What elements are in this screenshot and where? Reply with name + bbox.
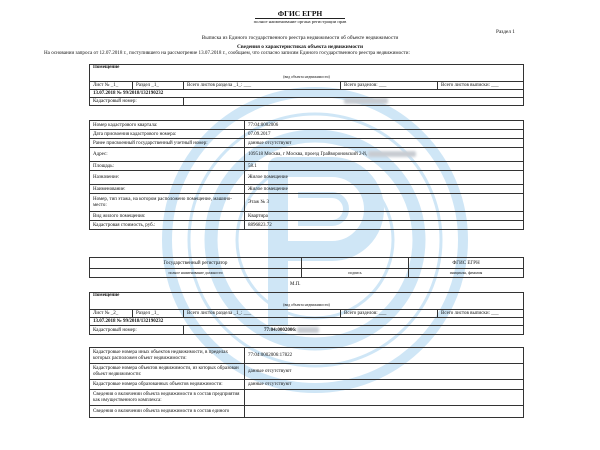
block1-data-table	[89, 120, 524, 230]
object-type-caption: (вид объекта недвижимости)	[283, 75, 330, 79]
source-objects-value: данные отсутствуют	[245, 364, 524, 380]
enterprise-inclusion-label: Сведения о включении объекта недвижимости в состав предприятия как имущественного комплекса:	[90, 390, 245, 406]
section-label: Раздел 1	[496, 29, 515, 35]
request-basis-text: На основании запроса от 12.07.2018 г., поступившего на рассмотрение 13.07.2018 г., сообщаем, что согласно записям Единого государственного реестра недвижимости:	[44, 50, 410, 56]
stamp-placeholder: М.П.	[290, 282, 301, 287]
cadastral-value-cell-2	[184, 326, 524, 335]
source-objects-label: Кадастровые номера объектов недвижимости, из которых образован объект недвижимости:	[90, 364, 245, 380]
parent-objects-value: 77:04:0002006:17822	[245, 348, 524, 364]
cadastral-label-2: Кадастровый номер:	[90, 326, 184, 335]
dwelling-type-value: Квартира	[245, 212, 524, 221]
redacted-cadastral-number	[344, 98, 388, 104]
redacted-address	[368, 151, 416, 157]
redacted-cadastral-suffix	[297, 327, 319, 333]
quarter-value: 77:04:0002006	[245, 121, 524, 130]
previous-number-value: данные отсутствуют	[245, 139, 524, 148]
section-number: Раздел _1_	[133, 82, 184, 90]
cadastral-value-2: 77:04:0002006:	[264, 328, 297, 334]
block2-header-table	[89, 292, 524, 335]
sections-total: Всего разделов: ___	[341, 82, 438, 90]
cadastral-cost-label: Кадастровая стоимость, руб.:	[90, 221, 245, 230]
position-caption: полное наименование должности	[90, 269, 302, 278]
area-value: 58.1	[245, 162, 524, 171]
parent-objects-label: Кадастровые номера иных объектов недвижимости, в пределах которых расположен объект недвижимости:	[90, 348, 245, 364]
sheets-total-2: Всего листов выписки: ___	[438, 310, 524, 318]
assign-date-value: 07.09.2017	[245, 130, 524, 139]
derived-objects-label: Кадастровые номера образованных объектов недвижимости:	[90, 380, 245, 390]
previous-number-label: Ранее присвоенный государственный учетный номер:	[90, 139, 245, 148]
cadastral-cost-value: 8896823.72	[245, 221, 524, 230]
document-subtitle: Сведения о характеристиках объекта недвижимости	[237, 44, 363, 50]
name-label: Наименование:	[90, 185, 245, 194]
purpose-label: Назначение:	[90, 171, 245, 185]
cadastral-label: Кадастровый номер:	[90, 98, 184, 106]
block1-header-table	[89, 64, 524, 106]
org-caption: полное наименование органа регистрации прав	[253, 19, 347, 24]
sheet-number: Лист № _1_	[90, 82, 133, 90]
signature-caption: подпись	[302, 269, 409, 278]
object-type: Помещение	[93, 65, 120, 70]
purpose-value: Жилое помещение	[245, 171, 524, 185]
sheets-in-section: Всего листов раздела _1_: ___	[184, 82, 341, 90]
org-title: ФГИС ЕГРН	[277, 9, 323, 18]
document-title: Выписка из Единого государственного реестра недвижимости об объекте недвижимости	[201, 35, 399, 41]
statement-date-number: 13.07.2018 № 99/2018/132190232	[90, 90, 524, 98]
sections-total-2: Всего разделов: ___	[341, 310, 438, 318]
sheet-number-2: Лист № _2_	[90, 310, 133, 318]
address-label: Адрес:	[90, 148, 245, 162]
derived-objects-value: данные отсутствуют	[245, 380, 524, 390]
single-complex-value	[245, 406, 524, 418]
signature-table	[89, 257, 524, 278]
block2-data-table	[89, 347, 524, 418]
section-number-2: Раздел _1_	[133, 310, 184, 318]
address-cell	[245, 148, 524, 162]
floor-value: Этаж № 3	[245, 194, 524, 212]
floor-label: Номер, тип этажа, на котором расположено помещение, машино-место:	[90, 194, 245, 212]
sheets-in-section-2: Всего листов раздела _1_: ___	[184, 310, 341, 318]
object-type-cell-2	[90, 293, 524, 310]
object-type-cell	[90, 65, 524, 82]
single-complex-label: Сведения о включении объекта недвижимости в состав единого	[90, 406, 245, 418]
dwelling-type-label: Вид жилого помещения:	[90, 212, 245, 221]
enterprise-inclusion-value	[245, 390, 524, 406]
name-value: Жилое помещение	[245, 185, 524, 194]
area-label: Площадь:	[90, 162, 245, 171]
registrar-name: ФГИС ЕГРН	[409, 258, 524, 269]
statement-date-number-2: 13.07.2018 № 99/2018/132190232	[90, 318, 524, 326]
quarter-label: Номер кадастрового квартала:	[90, 121, 245, 130]
signature-field	[302, 258, 409, 269]
cadastral-value	[184, 98, 524, 106]
sheets-total: Всего листов выписки: ___	[438, 82, 524, 90]
assign-date-label: Дата присвоения кадастрового номера:	[90, 130, 245, 139]
registrar-position: Государственный регистратор	[90, 258, 302, 269]
object-type-2: Помещение	[93, 293, 120, 298]
name-caption: инициалы, фамилия	[409, 269, 524, 278]
object-type-caption-2: (вид объекта недвижимости)	[283, 303, 330, 307]
address-value: 109518 Москва, г Москва, проезд Грайвороновский 2-й,	[248, 152, 368, 158]
